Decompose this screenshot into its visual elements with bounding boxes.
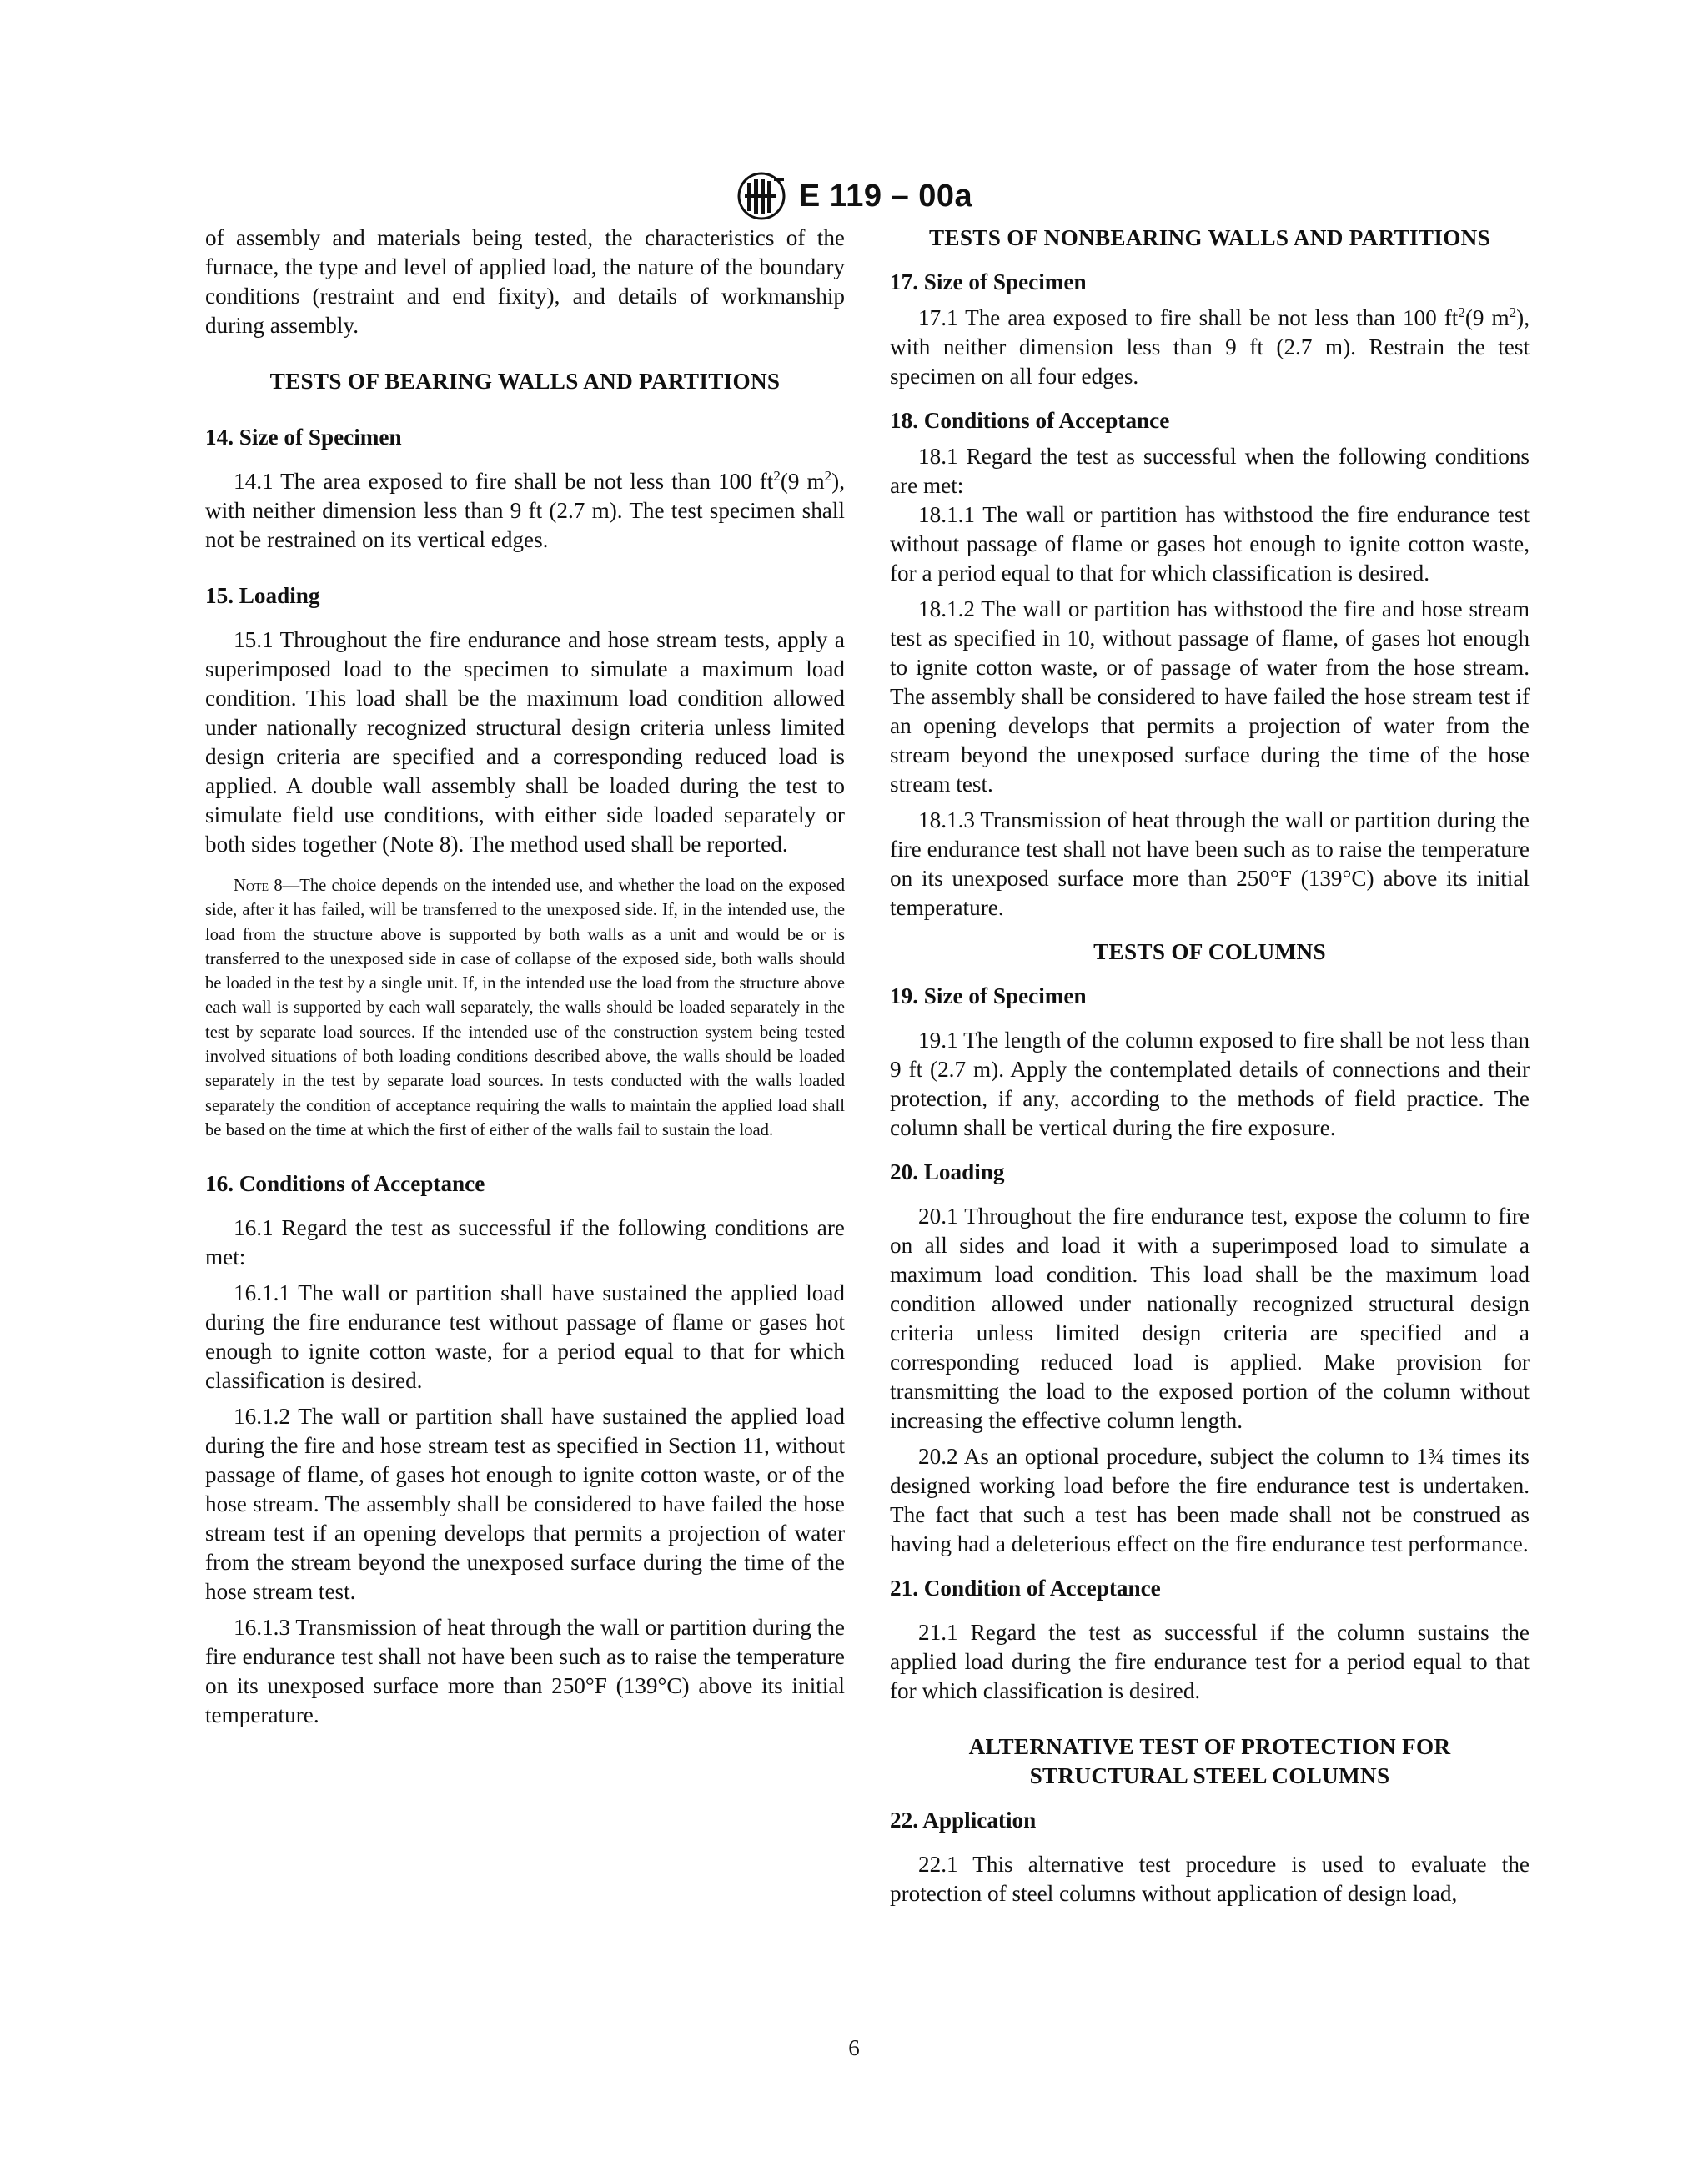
section-title-alternative-test-line-2: STRUCTURAL STEEL COLUMNS [1029,1763,1390,1788]
heading-17: 17. Size of Specimen [890,269,1087,294]
paragraph-15-1: 15.1 Throughout the fire endurance and hose stream tests, apply a superimposed load to the specimen to simulate a maximum load condition. This load shall be the maximum load condition allowed under nationally recognized structural design criteria unless limited design criteria are specified and a corresponding reduced load is applied. A double wall assembly shall be loaded during the test to simulate field use conditions, with either side loaded separately or both sides together (Note 8). The method used shall be reported. [205,627,845,857]
paragraph-18-1-1: 18.1.1 The wall or partition has withstood the fire endurance test without passage of flame or gases hot enough to ignite cotton waste, for a period equal to that for which classification is desired. [890,502,1530,586]
heading-15: 15. Loading [205,583,320,608]
astm-logo-icon [736,171,787,221]
section-title-nonbearing-walls: TESTS OF NONBEARING WALLS AND PARTITIONS [928,225,1491,250]
heading-21: 21. Condition of Acceptance [890,1576,1161,1601]
paragraph-20-1: 20.1 Throughout the fire endurance test, expose the column to fire on all sides and load it with a superimposed load to simulate a maximum load condition. This load shall be the maximum load condition allowed under nationally recognized structural design criteria unless limited design criteria are specified and a corresponding reduced load is applied. Make provision for transmitting the load to the exposed portion of the column without increasing the effective column length. [890,1204,1530,1433]
paragraph-21-1: 21.1 Regard the test as successful if the column sustains the applied load during the fire endurance test for a period equal to that for which classification is desired. [890,1620,1530,1703]
paragraph-16-1-2: 16.1.2 The wall or partition shall have sustained the applied load during the fire and hose stream test as specified in Section 11, without passage of flame, of gases hot enough to ignite cotton waste, or of the hose stream. The assembly shall be considered to have failed the hose stream test if an opening develops that permits a projection of water from the stream beyond the unexposed surface during the time of the hose stream test. [205,1404,845,1605]
paragraph-19-1: 19.1 The length of the column exposed to fire shall be not less than 9 ft (2.7 m). Apply the contemplated details of connections and their protection, if any, according to the methods of field practice. The column shall be vertical during the fire exposure. [890,1028,1530,1140]
paragraph-17-1: 17.1 The area exposed to fire shall be not less than 100 $ft^2(9$ $m^2$), with neither dimension less than 9 ft (2.7 m). Restrain the test specimen on all four edges. [890,304,1530,389]
paragraph-20-2: 20.2 As an optional procedure, subject the column to 1¾ times its designed working load before the fire endurance test is undertaken. The fact that such a test has been made shall not be construed as having had a deleterious effect on the fire endurance test performance. [890,1444,1530,1556]
left-column [205,224,845,1730]
heading-19: 19. Size of Specimen [890,983,1087,1008]
page-header [0,171,1708,225]
heading-16: 16. Conditions of Acceptance [205,1171,485,1197]
page-number: 6 [848,2035,860,2060]
heading-14: 14. Size of Specimen [205,425,402,450]
intro-paragraph: of assembly and materials being tested, the characteristics of the furnace, the type and level of applied load, the nature of the boundary conditions (restraint and end fixity), and details of workmanship during assembly. [205,225,845,338]
section-title-alternative-test-line-1: ALTERNATIVE TEST OF PROTECTION FOR [968,1734,1451,1759]
paragraph-14-1: 14.1 The area exposed to fire shall be not less than 100 $ft^2(9$ $m^2$), with neither dimension less than 9 ft (2.7 m). The test specimen shall not be restrained on its vertical edges. [205,467,846,552]
section-title-bearing-walls: TESTS OF BEARING WALLS AND PARTITIONS [269,369,781,394]
paragraph-16-1: 16.1 Regard the test as successful if the following conditions are met: [205,1215,845,1270]
paragraph-22-1: 22.1 This alternative test procedure is used to evaluate the protection of steel columns without application of design load, [890,1852,1530,1906]
section-title-columns: TESTS OF COLUMNS [1093,939,1326,964]
note-8: Note 8—The choice depends on the intended use, and whether the load on the exposed side, after it has failed, will be transferred to the unexposed side. If, in the intended use, the load from the structure above is supported by both walls as a unit and would be or is transferred to the unexposed side in case of collapse of the exposed side, both walls should be loaded in the test by a single unit. If, in the intended use the load from the structure above each wall is supported by each wall separately, the walls should be loaded separately in the test by separate load sources. If the intended use of the construction system being tested involved situations of both loading conditions described above, the walls should be loaded separately in the test by separate load sources. In tests conducted with the walls loaded separately the condition of acceptance requiring the walls to maintain the applied load shall be based on the time at which the first of either of the walls fail to sustain the load. [205,877,845,1139]
paragraph-18-1: 18.1 Regard the test as successful when the following conditions are met: [890,444,1530,498]
heading-20: 20. Loading [890,1159,1005,1184]
paragraph-18-1-3: 18.1.3 Transmission of heat through the wall or partition during the fire endurance test shall not have been such as to raise the temperature on its unexposed surface more than 250°F (139°C) above its initial temperature. [890,807,1530,920]
paragraph-18-1-2: 18.1.2 The wall or partition has withstood the fire and hose stream test as specified in 10, without passage of flame, of gases hot enough to ignite cotton waste, or of passage of water from the hose stream. The assembly shall be considered to have failed the hose stream test if an opening develops that permits a projection of water from the stream beyond the unexposed surface during the time of the hose stream test. [890,596,1530,797]
paragraph-16-1-1: 16.1.1 The wall or partition shall have sustained the applied load during the fire endurance test without passage of flame or gases hot enough to ignite cotton waste, for a period equal to that for which classification is desired. [205,1280,845,1394]
heading-22: 22. Application [890,1807,1037,1833]
heading-18: 18. Conditions of Acceptance [890,408,1170,433]
document-designation: E 119 – 00a [798,178,973,214]
right-column [890,224,1530,1908]
paragraph-16-1-3: 16.1.3 Transmission of heat through the wall or partition during the fire endurance test shall not have been such as to raise the temperature on its unexposed surface more than 250°F (139°C) above its initial temperature. [205,1615,845,1728]
